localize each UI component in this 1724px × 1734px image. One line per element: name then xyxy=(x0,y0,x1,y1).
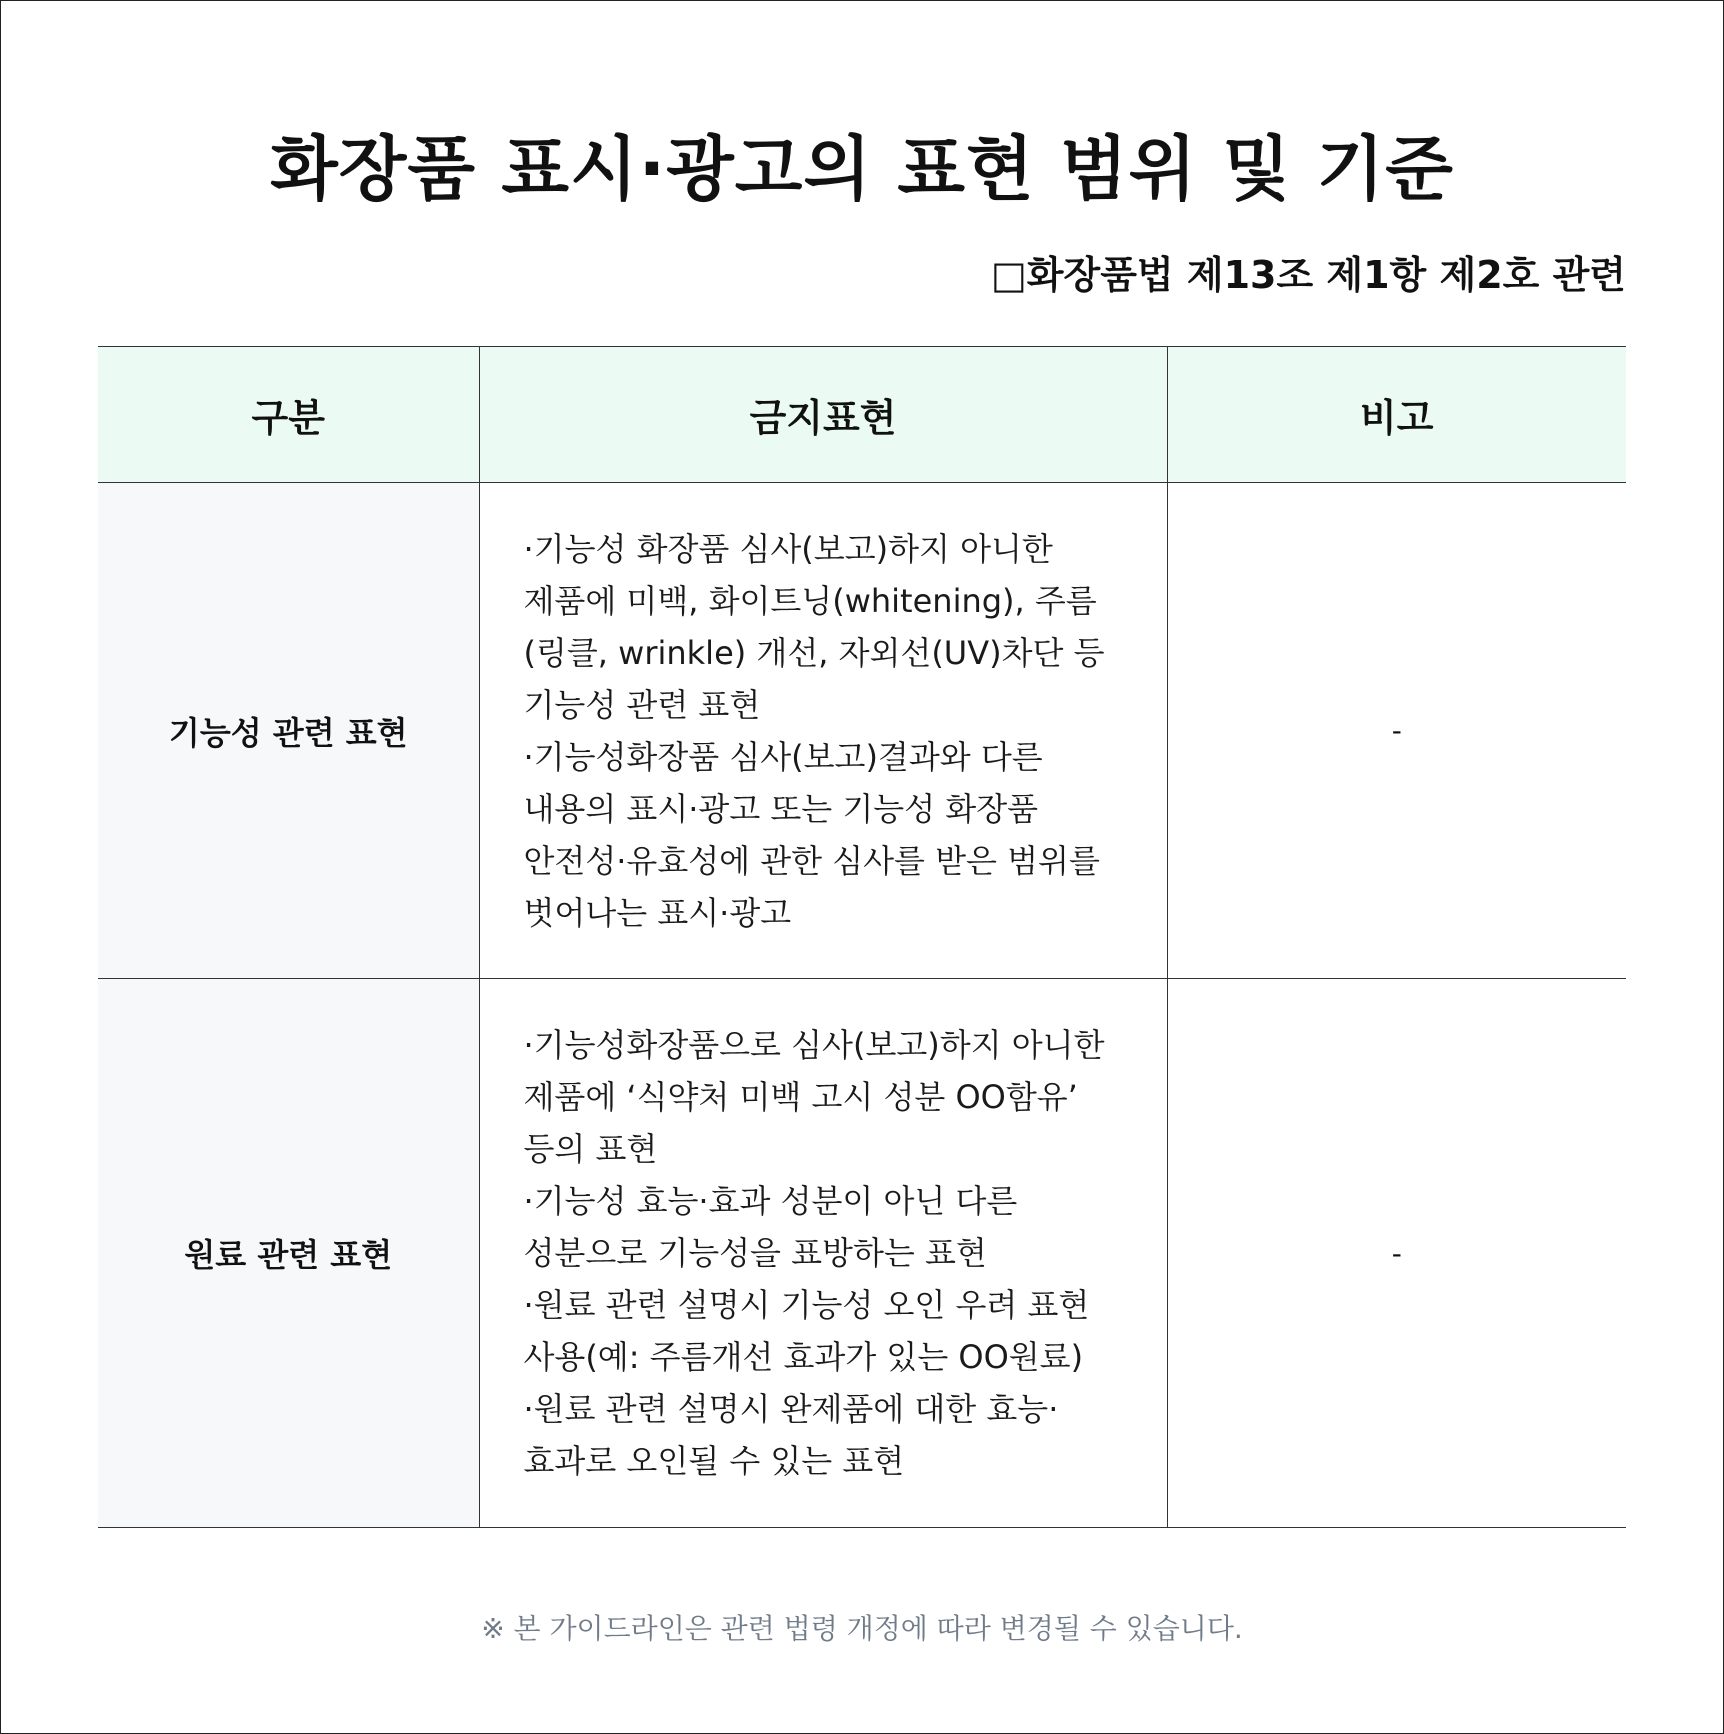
expression-standards-table xyxy=(98,346,1626,1528)
legal-reference: □화장품법 제13조 제1항 제2호 관련 xyxy=(990,253,1626,297)
row-category: 원료 관련 표현 xyxy=(98,979,479,1528)
header-remarks: 비고 xyxy=(1167,347,1626,483)
footnote: ※ 본 가이드라인은 관련 법령 개정에 따라 변경될 수 있습니다. xyxy=(481,1612,1243,1645)
row-prohibited-expressions xyxy=(479,979,1167,1528)
list-item: ·기능성화장품으로 심사(보고)하지 아니한 제품에 ‘식약처 미백 고시 성분 OO함유’ 등의 표현 xyxy=(523,1026,1105,1168)
table-row xyxy=(98,483,1626,979)
header-prohibited-expressions: 금지표현 xyxy=(479,347,1167,483)
page-title: 화장품 표시·광고의 표현 범위 및 기준 xyxy=(270,128,1454,210)
list-item: ·기능성화장품 심사(보고)결과와 다른 내용의 표시·광고 또는 기능성 화장품 안전성·유효성에 관한 심사를 받은 범위를 벗어나는 표시·광고 xyxy=(523,737,1100,932)
row-remark: - xyxy=(1167,483,1626,979)
row-remark: - xyxy=(1167,979,1626,1528)
table-header-row xyxy=(98,347,1626,483)
list-item: ·기능성 화장품 심사(보고)하지 아니한 제품에 미백, 화이트닝(whitening), 주름(링클, wrinkle) 개선, 자외선(UV)차단 등 기능성 관련 표현 xyxy=(523,529,1105,724)
list-item: ·원료 관련 설명시 기능성 오인 우려 표현 사용(예: 주름개선 효과가 있는 OO원료) xyxy=(523,1286,1090,1376)
table-row xyxy=(98,979,1626,1528)
list-item: ·원료 관련 설명시 완제품에 대한 효능·효과로 오인될 수 있는 표현 xyxy=(523,1390,1059,1480)
header-category: 구분 xyxy=(98,347,479,483)
list-item: ·기능성 효능·효과 성분이 아닌 다른 성분으로 기능성을 표방하는 표현 xyxy=(523,1182,1018,1272)
row-prohibited-expressions xyxy=(479,483,1167,979)
row-category: 기능성 관련 표현 xyxy=(98,483,479,979)
